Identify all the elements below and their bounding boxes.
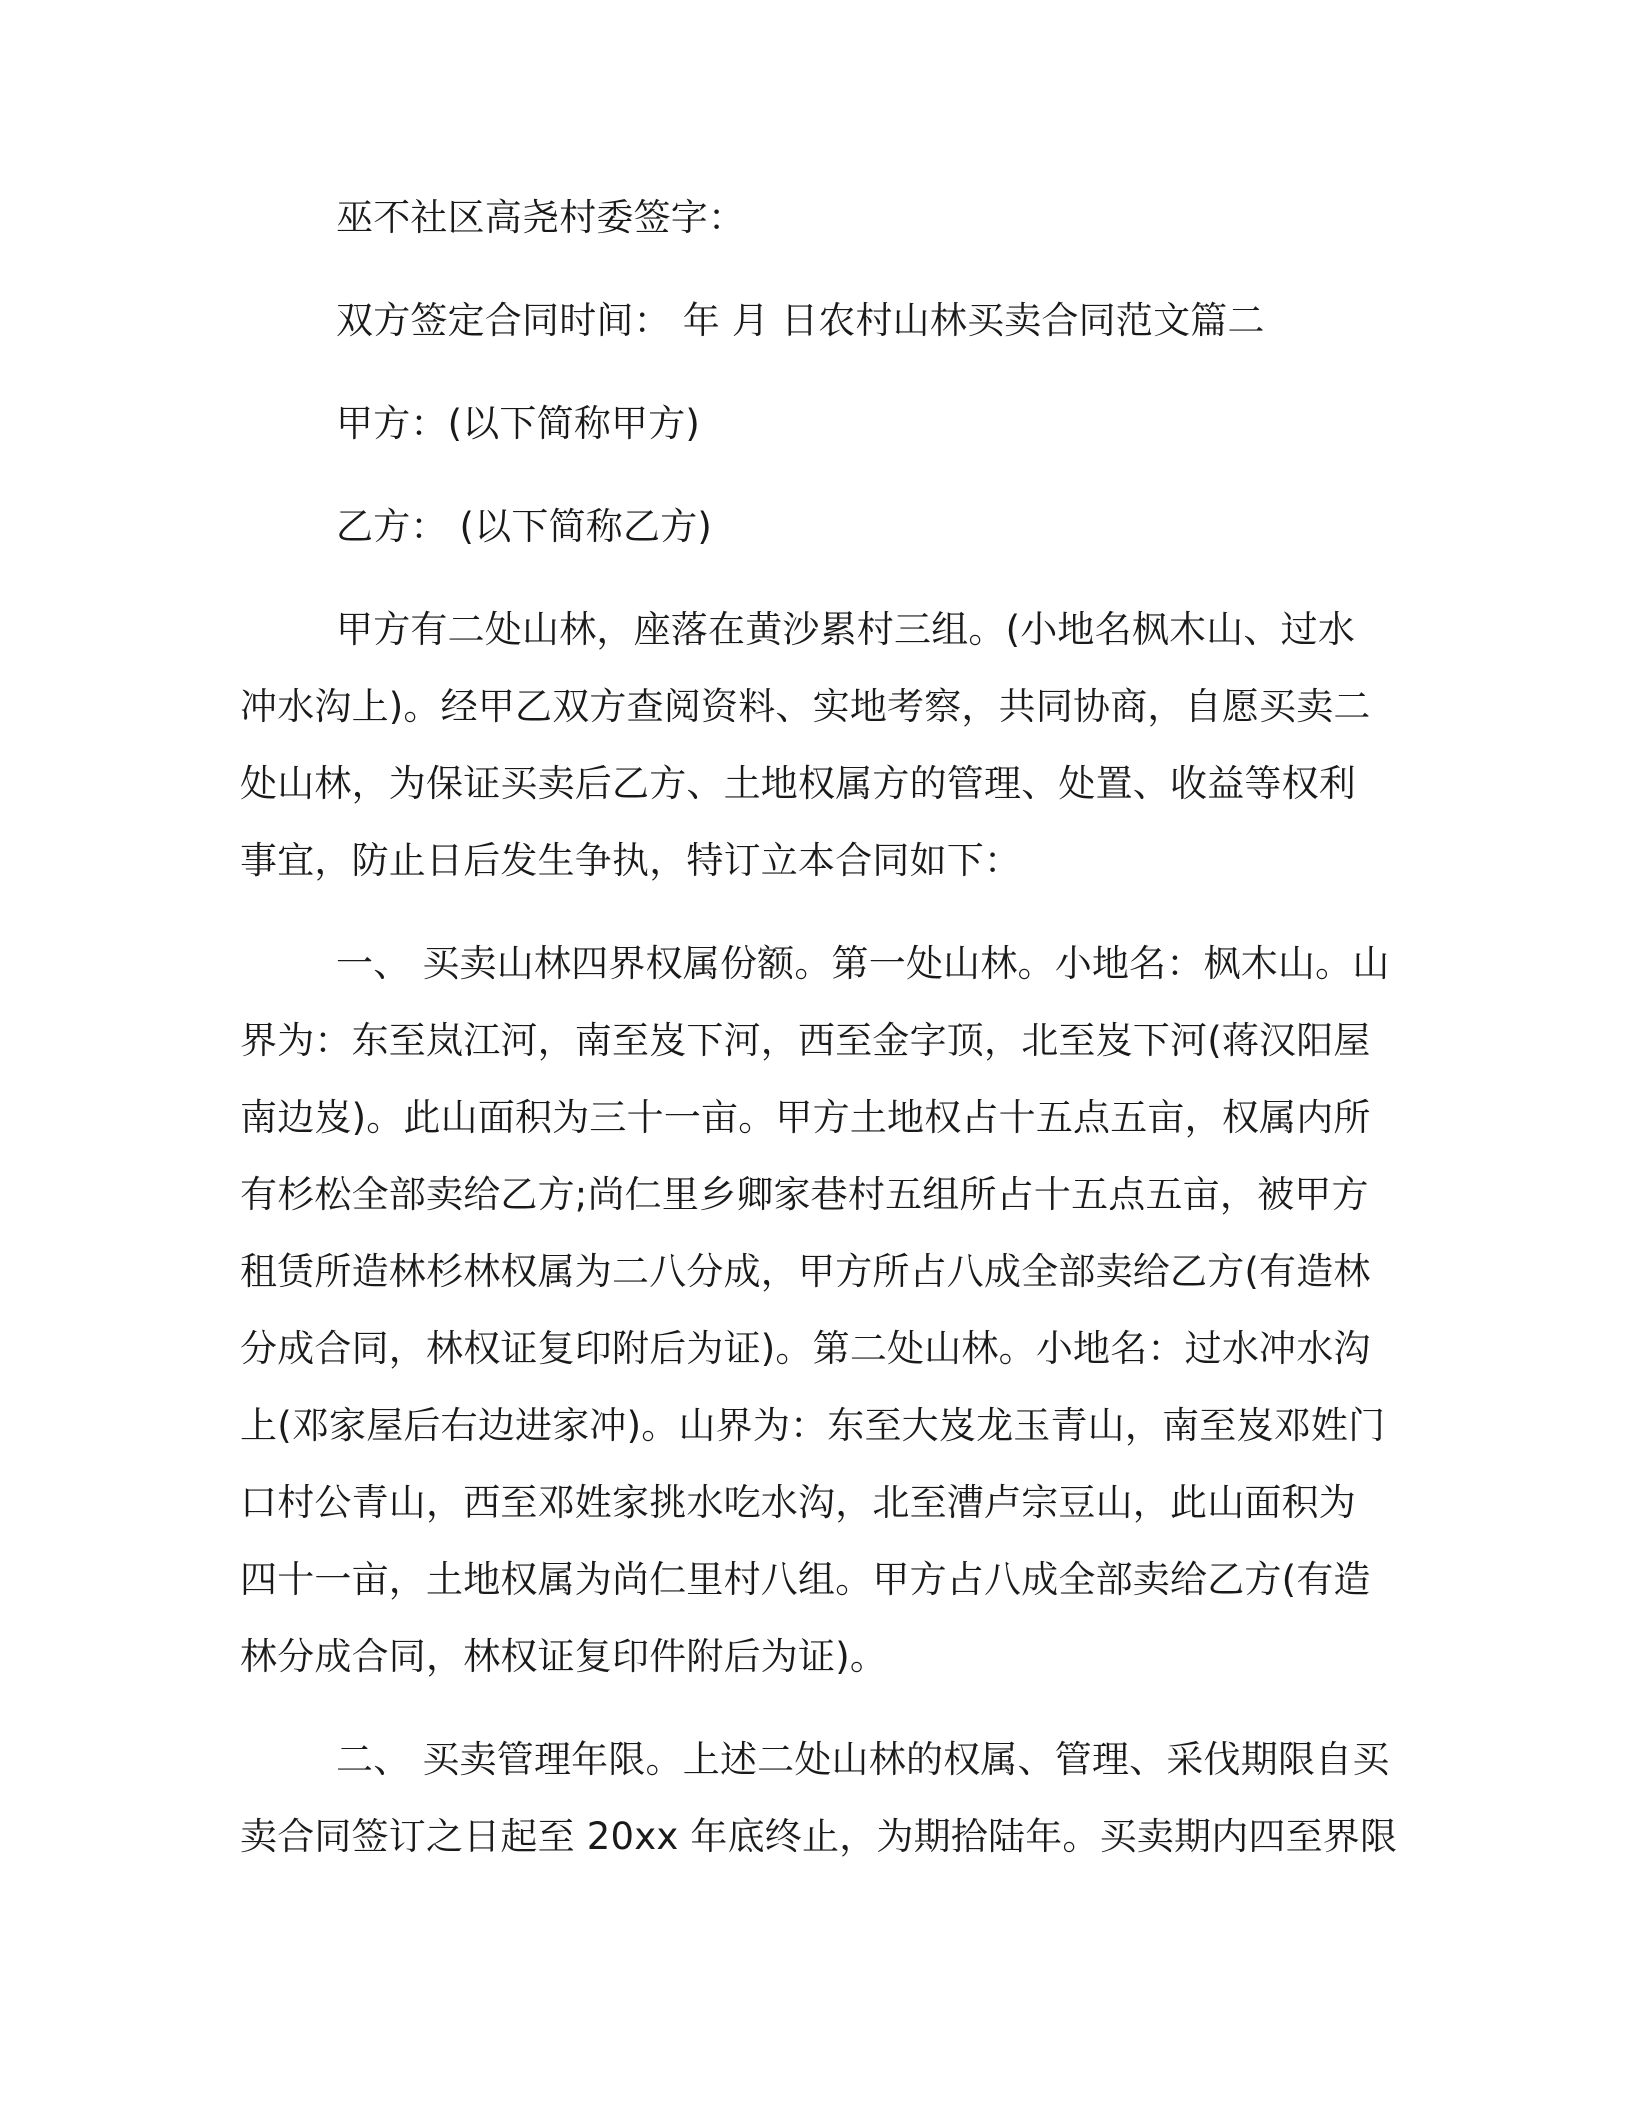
section2-paragraph-line: 二、 买卖管理年限。上述二处山林的权属、管理、采伐期限自买 [336, 1738, 1390, 1781]
section1-paragraph-line: 林分成合同，林权证复印件附后为证)。 [240, 1635, 888, 1678]
intro-paragraph-line: 处山林，为保证买卖后乙方、土地权属方的管理、处置、收益等权利 [240, 762, 1356, 805]
section1-paragraph-line: 四十一亩，土地权属为尚仁里村八组。甲方占八成全部卖给乙方(有造 [240, 1558, 1371, 1601]
intro-paragraph-line: 事宜，防止日后发生争执，特订立本合同如下： [240, 839, 1022, 882]
intro-paragraph-line: 甲方有二处山林，座落在黄沙累村三组。(小地名枫木山、过水 [336, 608, 1356, 651]
section1-paragraph-line: 南边岌)。此山面积为三十一亩。甲方土地权占十五点五亩，权属内所 [240, 1096, 1371, 1139]
intro-paragraph-line: 冲水沟上)。经甲乙双方查阅资料、实地考察，共同协商，自愿买卖二 [240, 685, 1371, 728]
party-b-line: 乙方： (以下简称乙方) [336, 505, 713, 548]
section1-paragraph-line: 一、 买卖山林四界权属份额。第一处山林。小地名：枫木山。山 [336, 942, 1390, 985]
section1-paragraph-line: 有杉松全部卖给乙方;尚仁里乡卿家巷村五组所占十五点五亩，被甲方 [240, 1173, 1369, 1216]
signature-committee-line: 巫不社区高尧村委签字： [336, 196, 746, 239]
section2-paragraph-line: 卖合同签订之日起至 20xx 年底终止，为期拾陆年。买卖期内四至界限 [240, 1815, 1398, 1858]
section1-paragraph-line: 界为：东至岚江河，南至岌下河，西至金字顶，北至岌下河(蒋汉阳屋 [240, 1019, 1371, 1062]
party-a-line: 甲方：(以下简称甲方) [336, 402, 701, 445]
section1-paragraph-line: 租赁所造林杉林权属为二八分成，甲方所占八成全部卖给乙方(有造林 [240, 1250, 1371, 1293]
section1-paragraph-line: 上(邓家屋后右边进家冲)。山界为：东至大岌龙玉青山，南至岌邓姓门 [240, 1404, 1386, 1447]
contract-date-line: 双方签定合同时间： 年 月 日农村山林买卖合同范文篇二 [336, 299, 1265, 342]
section1-paragraph-line: 口村公青山，西至邓姓家挑水吃水沟，北至漕卢宗豆山，此山面积为 [240, 1481, 1356, 1524]
section1-paragraph-line: 分成合同，林权证复印附后为证)。第二处山林。小地名：过水冲水沟 [240, 1327, 1371, 1370]
